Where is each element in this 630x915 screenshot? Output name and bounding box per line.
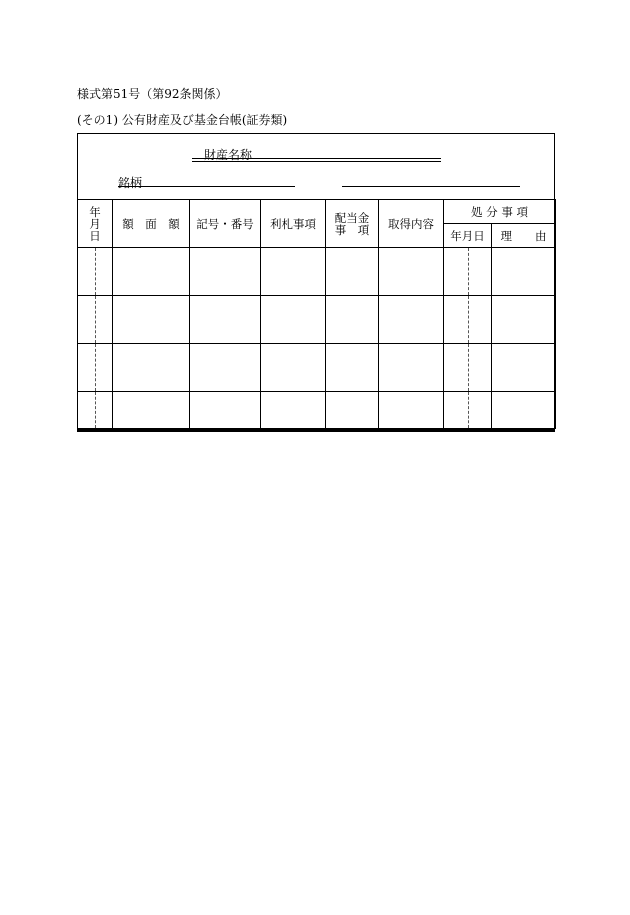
col-header-disposal-date: 年月日 [444,224,492,248]
disposal-date-cell[interactable] [444,248,492,296]
acquisition-cell[interactable] [379,392,444,429]
disposal-reason-cell[interactable] [492,392,556,429]
interest-cell[interactable] [261,392,326,429]
col-header-dividend: 配当金 事 項 [326,200,379,248]
disposal-date-cell[interactable] [444,344,492,392]
symbol-number-cell[interactable] [190,392,261,429]
acquisition-cell[interactable] [379,344,444,392]
col-header-disposal-reason: 理 由 [492,224,556,248]
face-value-cell[interactable] [113,248,190,296]
face-value-cell[interactable] [113,344,190,392]
col-header-disposal: 処 分 事 項 [444,200,556,224]
dividend-cell[interactable] [326,296,379,344]
col-header-face-value: 額 面 額 [113,200,190,248]
disposal-date-cell[interactable] [444,392,492,429]
col-header-acquisition: 取得内容 [379,200,444,248]
date-cell[interactable] [78,296,113,344]
table-row [78,248,556,296]
table-row [78,344,556,392]
col-header-symbol-number: 記号・番号 [190,200,261,248]
disposal-reason-cell[interactable] [492,296,556,344]
dividend-cell[interactable] [326,248,379,296]
col-header-date: 年 月 日 [78,200,113,248]
dividend-cell[interactable] [326,392,379,429]
interest-cell[interactable] [261,248,326,296]
date-cell[interactable] [78,392,113,429]
date-cell[interactable] [78,344,113,392]
date-cell[interactable] [78,248,113,296]
property-name-field-double-line [192,161,441,162]
table-row [78,296,556,344]
acquisition-cell[interactable] [379,296,444,344]
ledger-form [77,133,555,430]
disposal-date-cell[interactable] [444,296,492,344]
symbol-number-cell[interactable] [190,344,261,392]
interest-cell[interactable] [261,344,326,392]
brand-label: 銘柄 [118,176,143,190]
form-number: 様式第51号（第92条関係） [77,87,228,101]
dividend-cell[interactable] [326,344,379,392]
face-value-cell[interactable] [113,392,190,429]
property-name-label: 財産名称 [204,148,253,162]
form-title: (その1) 公有財産及び基金台帳(証券類) [77,113,288,127]
table-row [78,392,556,429]
face-value-cell[interactable] [113,296,190,344]
brand-field-line[interactable] [118,186,295,187]
col-header-interest: 利札事項 [261,200,326,248]
disposal-reason-cell[interactable] [492,248,556,296]
brand-extra-field-line[interactable] [342,186,520,187]
ledger-table [77,199,556,429]
disposal-reason-cell[interactable] [492,344,556,392]
property-name-field-line[interactable] [192,158,441,159]
interest-cell[interactable] [261,296,326,344]
symbol-number-cell[interactable] [190,296,261,344]
bottom-border [77,429,555,432]
symbol-number-cell[interactable] [190,248,261,296]
acquisition-cell[interactable] [379,248,444,296]
